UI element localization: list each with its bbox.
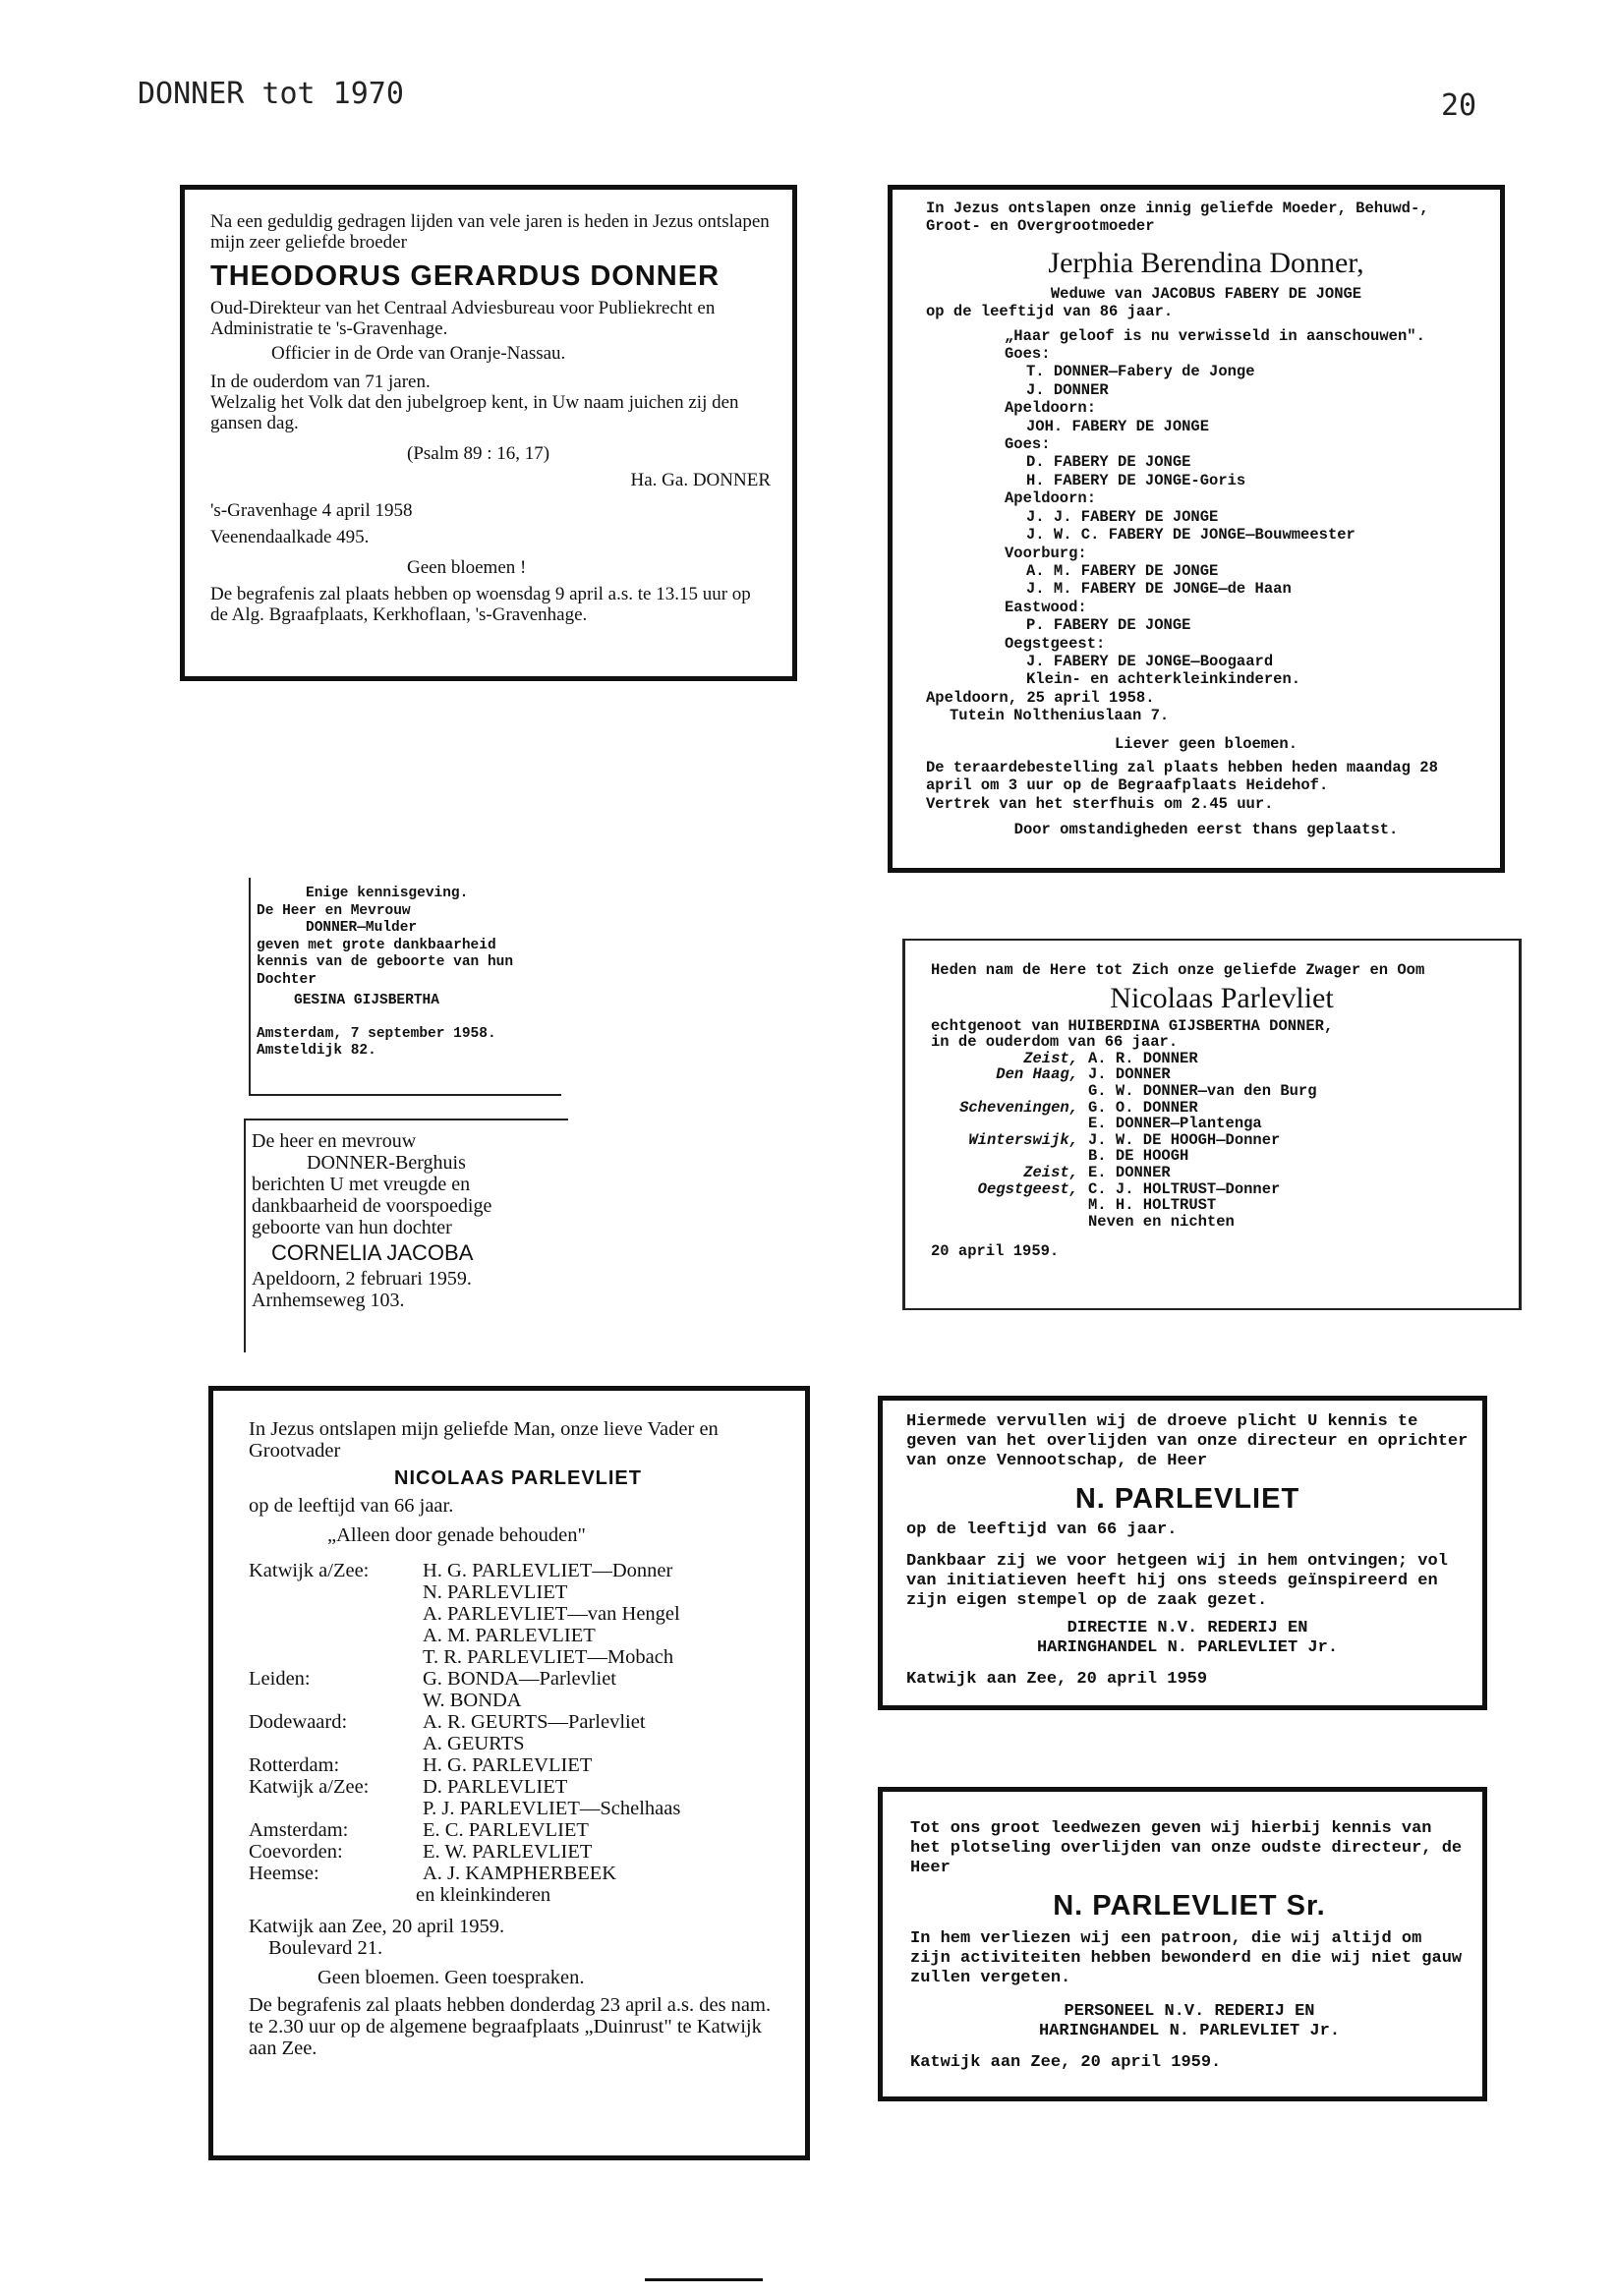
family-place: Katwijk a/Zee: [249, 1776, 370, 1798]
tribute-text: In hem verliezen wij een patroon, die wij altijd om zijn activiteiten hebben bewonderd en die wij niet gauw zullen vergeten. [910, 1929, 1463, 1987]
family-member: A. GEURTS [423, 1733, 525, 1754]
family-member: A. M. PARLEVLIET [423, 1625, 596, 1646]
place-date: Amsterdam, 7 september 1958. [257, 1025, 496, 1042]
age: op de leeftijd van 66 jaar. [906, 1521, 1178, 1539]
family-place: Voorburg: [1005, 544, 1087, 562]
family-place: Oegstgeest, [977, 1179, 1078, 1198]
parents-name: DONNER-Berghuis [307, 1152, 466, 1174]
family-place [249, 1625, 411, 1646]
family-place [249, 1798, 411, 1819]
family-place [249, 1646, 411, 1668]
deceased-name: Jerphia Berendina Donner, [1048, 246, 1364, 279]
family-place: Rotterdam: [249, 1754, 340, 1776]
family-place [249, 1733, 411, 1754]
family-member: J. W. C. FABERY DE JONGE—Bouwmeester [1026, 526, 1355, 545]
family-member: G. BONDA—Parlevliet [423, 1668, 617, 1690]
family-member: H. G. PARLEVLIET—Donner [423, 1560, 673, 1581]
place-date: Katwijk aan Zee, 20 april 1959. [249, 1916, 505, 1937]
parents-intro: De Heer en Mevrouw [257, 902, 411, 919]
deceased-name: N. PARLEVLIET [1074, 1483, 1300, 1515]
announcement-text: berichten U met vreugde en dankbaarheid de voorspoedige geboorte van hun dochter [252, 1174, 492, 1238]
age: in de ouderdom van 66 jaar. [931, 1033, 1179, 1052]
funeral-info: De teraardebestelling zal plaats hebben heden maandag 28 april om 3 uur op de Begraafplaats Heidehof. [926, 758, 1438, 795]
notice-directie [878, 1396, 1487, 1710]
family-member: E. C. PARLEVLIET [423, 1819, 589, 1841]
family-member: J. W. DE HOOGH—Donner [1088, 1130, 1281, 1149]
family-list [249, 1560, 787, 1884]
deceased-role: Oud-Direkteur van het Centraal Adviesbureau voor Publiekrecht en Administratie te 's-Gravenhage. [210, 298, 716, 339]
family-place: Apeldoorn: [1005, 399, 1097, 418]
deceased-name: N. PARLEVLIET Sr. [1053, 1890, 1326, 1922]
departure-info: Vertrek van het sterfhuis om 2.45 uur. [926, 794, 1274, 813]
family-place [931, 1148, 1078, 1165]
place-date: 's-Gravenhage 4 april 1958 [210, 500, 413, 521]
family-member: J. J. FABERY DE JONGE [1026, 507, 1219, 526]
verse-reference: (Psalm 89 : 16, 17) [407, 443, 550, 464]
address: Veenendaalkade 495. [210, 527, 370, 547]
notice-jerphia [888, 185, 1505, 873]
notice-intro: Heden nam de Here tot Zich onze geliefde Zwager en Oom [931, 961, 1425, 979]
family-member: D. PARLEVLIET [423, 1776, 568, 1798]
family-member: T. DONNER—Fabery de Jonge [1026, 363, 1255, 381]
bottom-rule [645, 2278, 763, 2281]
date: 20 april 1959. [931, 1242, 1060, 1261]
family-member: N. PARLEVLIET [423, 1581, 568, 1603]
honor: Officier in de Orde van Oranje-Nassau. [271, 343, 566, 364]
place-date: Apeldoorn, 2 februari 1959. [252, 1268, 472, 1290]
quote: „Haar geloof is nu verwisseld in aanschouwen". [1005, 326, 1425, 345]
family-member: W. BONDA [423, 1690, 522, 1711]
age: In de ouderdom van 71 jaren. [210, 372, 431, 392]
family-place [931, 1116, 1078, 1132]
child-name: CORNELIA JACOBA [271, 1240, 474, 1265]
place-date: Katwijk aan Zee, 20 april 1959 [906, 1670, 1208, 1689]
notice-personeel [878, 1787, 1487, 2101]
deceased-name: NICOLAAS PARLEVLIET [394, 1467, 642, 1489]
notice-intro: Tot ons groot leedwezen geven wij hierbij kennis van het plotseling overlijden van onze oudste directeur, de Heer [910, 1819, 1463, 1877]
family-place [931, 1083, 1078, 1100]
family-place [931, 1214, 1078, 1231]
family-member: H. G. PARLEVLIET [423, 1754, 593, 1776]
family-member: A. R. DONNER [1088, 1049, 1198, 1067]
notice-nicolaas-donner [902, 939, 1522, 1310]
family-member: E. DONNER [1088, 1163, 1171, 1181]
family-member: J. DONNER [1026, 380, 1109, 399]
family-member: P. FABERY DE JONGE [1026, 616, 1191, 635]
age: op de leeftijd van 66 jaar. [249, 1495, 454, 1517]
family-place: Goes: [1005, 435, 1051, 454]
family-member: J. DONNER [1088, 1065, 1171, 1084]
family-member: H. FABERY DE JONGE-Goris [1026, 471, 1246, 489]
place-date: Apeldoorn, 25 april 1958. [926, 688, 1155, 707]
notice-cornelia [244, 1119, 568, 1352]
family-member: A. J. KAMPHERBEEK [423, 1863, 617, 1884]
flowers-note: Liever geen bloemen. [1114, 734, 1298, 753]
family-place: Dodewaard: [249, 1711, 348, 1733]
parents-name: DONNER—Mulder [306, 920, 418, 936]
signed-by-line-2: HARINGHANDEL N. PARLEVLIET Jr. [1036, 1638, 1339, 1657]
family-member: P. J. PARLEVLIET—Schelhaas [423, 1798, 681, 1819]
family-member: T. R. PARLEVLIET—Mobach [423, 1646, 674, 1668]
family-member: G. O. DONNER [1088, 1098, 1198, 1117]
family-member: B. DE HOOGH [1088, 1147, 1189, 1166]
family-place: Leiden: [249, 1668, 311, 1690]
notice-heading: Enige kennisgeving. [306, 886, 469, 901]
flowers-note: Geen bloemen. Geen toespraken. [317, 1967, 585, 1988]
deceased-name: Nicolaas Parlevliet [1110, 981, 1334, 1014]
thanks-text: Dankbaar zij we voor hetgeen wij in hem ontvingen; vol van initiatieven heeft hij ons steeds geïnspireerd en zijn eigen stempel op de zaak gezet. [906, 1552, 1448, 1610]
family-place: Zeist, [1023, 1163, 1078, 1181]
family-place: Coevorden: [249, 1841, 343, 1863]
signed-by-line-1: DIRECTIE N.V. REDERIJ EN [1067, 1619, 1308, 1637]
family-member: E. W. PARLEVLIET [423, 1841, 593, 1863]
family-member: A. PARLEVLIET—van Hengel [423, 1603, 680, 1625]
family-place: Winterswijk, [968, 1130, 1078, 1149]
notice-gesina [249, 878, 561, 1096]
family-member: C. J. HOLTRUST—Donner [1088, 1179, 1281, 1198]
deceased-name: THEODORUS GERARDUS DONNER [210, 260, 721, 292]
family-list [931, 1051, 1513, 1231]
age: op de leeftijd van 86 jaar. [926, 303, 1174, 321]
address: Boulevard 21. [268, 1937, 383, 1959]
document-title: DONNER tot 1970 [138, 77, 404, 111]
family-member: A. M. FABERY DE JONGE [1026, 561, 1219, 580]
family-place [249, 1603, 411, 1625]
widow-of: Weduwe van JACOBUS FABERY DE JONGE [1050, 284, 1362, 303]
signed-by-line-2: HARINGHANDEL N. PARLEVLIET Jr. [1038, 2022, 1341, 2040]
family-member: Neven en nichten [1088, 1212, 1235, 1231]
family-member: M. H. HOLTRUST [1088, 1196, 1217, 1215]
parents-intro: De heer en mevrouw [252, 1130, 417, 1152]
signed-by: Ha. Ga. DONNER [630, 470, 771, 490]
family-member: D. FABERY DE JONGE [1026, 453, 1191, 472]
family-member: JOH. FABERY DE JONGE [1026, 417, 1210, 435]
page-number: 20 [1441, 88, 1477, 123]
family-member: G. W. DONNER—van den Burg [1088, 1081, 1317, 1100]
address: Arnhemseweg 103. [252, 1290, 405, 1311]
family-member: J. M. FABERY DE JONGE—de Haan [1026, 580, 1292, 599]
grandchildren: en kleinkinderen [416, 1884, 551, 1906]
notice-nicolaas-family [208, 1386, 810, 2160]
place-date: Katwijk aan Zee, 20 april 1959. [910, 2053, 1222, 2072]
announcement-text: geven met grote dankbaarheid kennis van de geboorte van hun Dochter [257, 937, 514, 988]
late-placement-note: Door omstandigheden eerst thans geplaatst. [1013, 821, 1399, 839]
family-place: Scheveningen, [959, 1098, 1078, 1117]
family-place [249, 1690, 411, 1711]
family-list [926, 345, 1486, 689]
child-name: GESINA GIJSBERTHA [294, 993, 439, 1008]
family-place [249, 1581, 411, 1603]
family-place: Zeist, [1023, 1049, 1078, 1067]
family-member: A. R. GEURTS—Parlevliet [423, 1711, 646, 1733]
funeral-info: De begrafenis zal plaats hebben donderdag 23 april a.s. des nam. te 2.30 uur op de algemene begraafplaats „Duinrust" te Katwijk aan Zee. [249, 1994, 772, 2059]
family-place: Oegstgeest: [1005, 634, 1106, 653]
notice-intro: In Jezus ontslapen mijn geliefde Man, onze lieve Vader en Grootvader [249, 1418, 719, 1462]
family-place: Eastwood: [1005, 598, 1087, 616]
flowers-note: Geen bloemen ! [407, 557, 527, 578]
notice-intro: Hiermede vervullen wij de droeve plicht U kennis te geven van het overlijden van onze directeur en oprichter van onze Vennootschap, de Heer [906, 1412, 1469, 1470]
verse: Welzalig het Volk dat den jubelgroep kent, in Uw naam juichen zij den gansen dag. [210, 392, 739, 433]
family-place: Heemse: [249, 1863, 319, 1884]
address: Amsteldijk 82. [257, 1043, 376, 1059]
address: Tutein Noltheniuslaan 7. [950, 707, 1170, 725]
notice-theodorus [180, 185, 797, 681]
spouse: echtgenoot van HUIBERDINA GIJSBERTHA DONNER, [931, 1016, 1334, 1035]
family-member: Klein- en achterkleinkinderen. [1026, 670, 1301, 689]
family-member: J. FABERY DE JONGE—Boogaard [1026, 652, 1274, 670]
notice-intro: Na een geduldig gedragen lijden van vele jaren is heden in Jezus ontslapen mijn zeer geliefde broeder [210, 211, 770, 253]
family-place: Goes: [1005, 345, 1051, 364]
notice-intro: In Jezus ontslapen onze innig geliefde Moeder, Behuwd-, Groot- en Overgrootmoeder [926, 200, 1429, 236]
signed-by-line-1: PERSONEEL N.V. REDERIJ EN [1064, 2002, 1315, 2021]
family-place: Amsterdam: [249, 1819, 349, 1841]
family-member: E. DONNER—Plantenga [1088, 1115, 1262, 1133]
family-place: Apeldoorn: [1005, 489, 1097, 508]
quote: „Alleen door genade behouden" [327, 1524, 586, 1546]
family-place [931, 1197, 1078, 1214]
family-place: Den Haag, [996, 1065, 1078, 1084]
funeral-info: De begrafenis zal plaats hebben op woensdag 9 april a.s. te 13.15 uur op de Alg. Bgraafplaats, Kerkhoflaan, 's-Gravenhage. [210, 584, 751, 625]
family-place: Katwijk a/Zee: [249, 1560, 370, 1581]
